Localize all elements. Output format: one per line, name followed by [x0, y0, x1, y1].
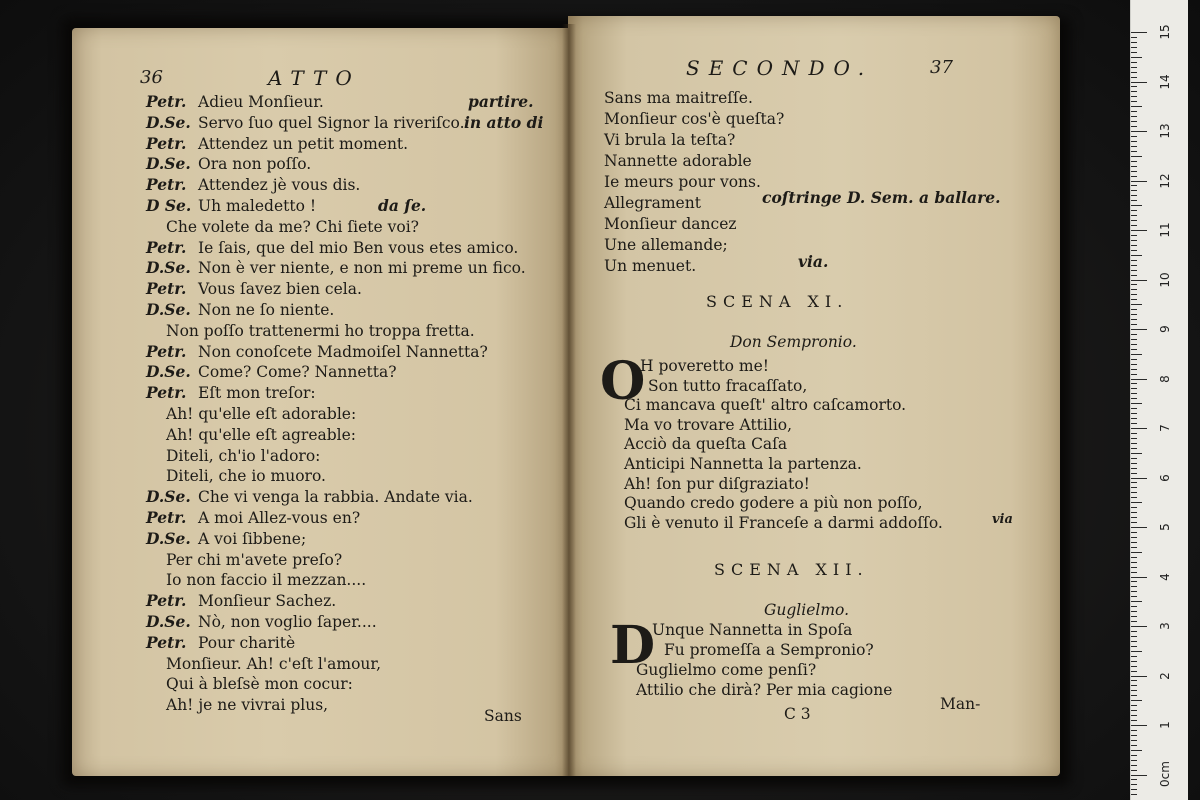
ruler-tick	[1131, 507, 1137, 508]
ruler-tick	[1131, 765, 1137, 766]
ruler-tick	[1131, 190, 1137, 191]
dialogue-line: Non conoſcete Madmoiſel Nannetta?	[198, 343, 488, 361]
speaker-label: D.Se.	[146, 529, 191, 548]
speaker-label: D.Se.	[146, 612, 191, 631]
ruler-tick	[1131, 408, 1137, 409]
dialogue-line: Pour charitè	[198, 634, 296, 652]
speaker-label: Petr.	[146, 92, 187, 111]
measuring-ruler	[1130, 0, 1188, 800]
ruler-tick	[1131, 695, 1137, 696]
ruler-tick	[1131, 527, 1147, 528]
ruler-label: 13	[1158, 123, 1172, 139]
ruler-tick	[1131, 705, 1137, 706]
ruler-tick	[1131, 601, 1142, 602]
speaker-label: Petr.	[146, 279, 187, 298]
ruler-tick	[1131, 156, 1142, 157]
speaker-label: D.Se.	[146, 113, 191, 132]
dialogue-line: Ah! qu'elle eſt adorable:	[166, 405, 357, 423]
ruler-tick	[1131, 473, 1137, 474]
ruler-label: 10	[1158, 272, 1172, 288]
ruler-tick	[1131, 364, 1137, 365]
scene-xii-dropcap: D	[610, 615, 656, 676]
ruler-label: 4	[1158, 573, 1172, 581]
ruler-tick	[1131, 438, 1137, 439]
dialogue-line: Non è ver niente, e non mi preme un fico.	[198, 259, 526, 277]
right-catchword: Man-	[940, 695, 981, 713]
ruler-tick	[1131, 428, 1147, 429]
dialogue-line: Per chi m'avete preſo?	[166, 551, 343, 569]
right-page-number: 37	[930, 57, 953, 78]
signature-mark: C 3	[784, 705, 811, 723]
speaker-label: Petr.	[146, 342, 187, 361]
ruler-tick	[1131, 47, 1137, 48]
ruler-tick	[1131, 304, 1142, 305]
speaker-label: D.Se.	[146, 362, 191, 381]
ruler-tick	[1131, 631, 1137, 632]
ruler-tick	[1131, 309, 1137, 310]
scene-xi-character: Don Sempronio.	[730, 333, 857, 351]
stage-direction-costringe: coſtringe D. Sem. a ballare.	[762, 188, 1001, 207]
ruler-tick	[1131, 517, 1137, 518]
ruler-tick	[1131, 369, 1137, 370]
ruler-tick	[1131, 339, 1137, 340]
speaker-label: Petr.	[146, 591, 187, 610]
ruler-tick	[1131, 32, 1147, 33]
left-page	[72, 28, 570, 776]
ruler-tick	[1131, 205, 1142, 206]
ruler-tick	[1131, 690, 1137, 691]
ruler-tick	[1131, 91, 1137, 92]
verse-line: Quando credo godere a più non poſſo,	[624, 494, 923, 512]
speaker-label: Petr.	[146, 134, 187, 153]
ruler-tick	[1131, 482, 1137, 483]
ruler-tick	[1131, 359, 1137, 360]
dialogue-line: Vi brula la teſta?	[604, 131, 736, 149]
ruler-tick	[1131, 789, 1137, 790]
ruler-label: 15	[1158, 24, 1172, 40]
book-gutter	[562, 24, 576, 776]
dialogue-line: A voi ſibbene;	[198, 530, 307, 548]
ruler-tick	[1131, 468, 1137, 469]
ruler-tick	[1131, 616, 1137, 617]
ruler-tick	[1131, 324, 1137, 325]
ruler-tick	[1131, 581, 1137, 582]
speaker-label: Petr.	[146, 383, 187, 402]
speaker-label: D.Se.	[146, 154, 191, 173]
ruler-tick	[1131, 171, 1137, 172]
ruler-tick	[1131, 42, 1137, 43]
dialogue-line: Diteli, che io muoro.	[166, 467, 326, 485]
ruler-tick	[1131, 329, 1147, 330]
ruler-tick	[1131, 433, 1137, 434]
verse-line: Ci mancava queſt' altro caſcamorto.	[624, 396, 907, 414]
stage-direction: partire.	[468, 92, 534, 111]
dialogue-line: Une allemande;	[604, 236, 728, 254]
ruler-tick	[1131, 220, 1137, 221]
ruler-tick	[1131, 294, 1137, 295]
ruler-label: 0cm	[1158, 761, 1172, 787]
ruler-tick	[1131, 176, 1137, 177]
ruler-tick	[1131, 745, 1137, 746]
ruler-tick	[1131, 784, 1137, 785]
ruler-label: 2	[1158, 672, 1172, 680]
ruler-tick	[1131, 606, 1137, 607]
ruler-label: 3	[1158, 622, 1172, 630]
ruler-tick	[1131, 676, 1147, 677]
ruler-label: 7	[1158, 424, 1172, 432]
stage-direction: in atto di	[464, 113, 544, 132]
ruler-tick	[1131, 57, 1142, 58]
ruler-tick	[1131, 166, 1137, 167]
ruler-tick	[1131, 314, 1137, 315]
ruler-tick	[1131, 299, 1137, 300]
dialogue-line: Eſt mon treſor:	[198, 384, 316, 402]
ruler-tick	[1131, 671, 1137, 672]
ruler-tick	[1131, 136, 1137, 137]
ruler-tick	[1131, 562, 1137, 563]
ruler-tick	[1131, 77, 1137, 78]
ruler-tick	[1131, 572, 1137, 573]
verse-line: Ma vo trovare Attilio,	[624, 416, 793, 434]
dialogue-line: Monſieur. Ah! c'eſt l'amour,	[166, 655, 382, 673]
ruler-tick	[1131, 230, 1147, 231]
ruler-tick	[1131, 542, 1137, 543]
dialogue-line: Nò, non voglio ſaper....	[198, 613, 377, 631]
ruler-tick	[1131, 586, 1137, 587]
ruler-tick	[1131, 270, 1137, 271]
speaker-label: D.Se.	[146, 258, 191, 277]
ruler-tick	[1131, 126, 1137, 127]
ruler-tick	[1131, 611, 1137, 612]
speaker-label: Petr.	[146, 238, 187, 257]
ruler-tick	[1131, 225, 1137, 226]
ruler-tick	[1131, 641, 1137, 642]
ruler-tick	[1131, 755, 1137, 756]
ruler-tick	[1131, 67, 1137, 68]
dialogue-line: Diteli, ch'io l'adoro:	[166, 447, 321, 465]
verse-line: Guglielmo come penſi?	[636, 661, 817, 679]
ruler-tick	[1131, 487, 1137, 488]
verse-line: Unque Nannetta in Spoſa	[652, 621, 853, 639]
ruler-label: 12	[1158, 173, 1172, 189]
ruler-tick	[1131, 349, 1137, 350]
ruler-tick	[1131, 393, 1137, 394]
ruler-tick	[1131, 403, 1142, 404]
ruler-tick	[1131, 265, 1137, 266]
scene-xii-character: Guglielmo.	[764, 601, 850, 619]
ruler-tick	[1131, 646, 1137, 647]
ruler-tick	[1131, 354, 1142, 355]
ruler-tick	[1131, 463, 1137, 464]
speaker-label: Petr.	[146, 175, 187, 194]
ruler-tick	[1131, 388, 1137, 389]
ruler-tick	[1131, 537, 1137, 538]
ruler-tick	[1131, 794, 1137, 795]
ruler-tick	[1131, 685, 1137, 686]
dialogue-line: Allegrament	[604, 194, 701, 212]
dialogue-line: Sans ma maitreſſe.	[604, 89, 753, 107]
ruler-tick	[1131, 111, 1137, 112]
ruler-tick	[1131, 319, 1137, 320]
speaker-label: Petr.	[146, 508, 187, 527]
right-page	[568, 16, 1060, 776]
ruler-tick	[1131, 82, 1147, 83]
ruler-tick	[1131, 37, 1137, 38]
ruler-tick	[1131, 502, 1142, 503]
verse-line: H poveretto me!	[640, 357, 770, 375]
ruler-tick	[1131, 458, 1137, 459]
ruler-tick	[1131, 245, 1137, 246]
speaker-label: D Se.	[146, 196, 192, 215]
dialogue-line: Non poſſo trattenermi ho troppa fretta.	[166, 322, 475, 340]
ruler-tick	[1131, 334, 1137, 335]
dialogue-line: Ie ſais, que del mio Ben vous etes amico.	[198, 239, 519, 257]
verse-line: Son tutto fracaſſato,	[648, 377, 808, 395]
ruler-tick	[1131, 725, 1147, 726]
ruler-tick	[1131, 680, 1137, 681]
ruler-tick	[1131, 151, 1137, 152]
verse-line: Ah! ſon pur diſgraziato!	[624, 475, 810, 493]
ruler-tick	[1131, 72, 1137, 73]
ruler-tick	[1131, 210, 1137, 211]
scene-xi-dropcap: O	[600, 351, 646, 412]
dialogue-line: A moi Allez-vous en?	[198, 509, 361, 527]
ruler-tick	[1131, 636, 1137, 637]
dialogue-line: Qui à bleſsè mon cocur:	[166, 675, 353, 693]
ruler-tick	[1131, 240, 1137, 241]
verse-line: Fu promeſſa a Sempronio?	[664, 641, 874, 659]
ruler-tick	[1131, 715, 1137, 716]
verse-line: Gli è venuto il Franceſe a darmi addoſſo.	[624, 514, 943, 532]
ruler-tick	[1131, 621, 1137, 622]
ruler-tick	[1131, 181, 1147, 182]
dialogue-line: Che vi venga la rabbia. Andate via.	[198, 488, 473, 506]
ruler-tick	[1131, 661, 1137, 662]
dialogue-line: Monſieur Sachez.	[198, 592, 337, 610]
dialogue-line: Ora non poſſo.	[198, 155, 312, 173]
stage-direction: da ſe.	[378, 196, 427, 215]
ruler-tick	[1131, 557, 1137, 558]
ruler-tick	[1131, 215, 1137, 216]
dialogue-line: Monſieur dancez	[604, 215, 737, 233]
ruler-tick	[1131, 730, 1137, 731]
dialogue-line: Vous ſavez bien cela.	[198, 280, 362, 298]
ruler-tick	[1131, 478, 1147, 479]
ruler-tick	[1131, 101, 1137, 102]
dialogue-line: Nannette adorable	[604, 152, 752, 170]
scene-xi-heading: SCENA XI.	[706, 292, 849, 311]
speaker-label: Petr.	[146, 633, 187, 652]
ruler-tick	[1131, 448, 1137, 449]
ruler-tick	[1131, 131, 1147, 132]
ruler-tick	[1131, 344, 1137, 345]
ruler-tick	[1131, 651, 1142, 652]
ruler-tick	[1131, 591, 1137, 592]
ruler-tick	[1131, 116, 1137, 117]
verse-line: Acciò da queſta Caſa	[624, 435, 788, 453]
ruler-tick	[1131, 289, 1137, 290]
ruler-tick	[1131, 52, 1137, 53]
dialogue-line: Monſieur cos'è queſta?	[604, 110, 785, 128]
ruler-tick	[1131, 547, 1137, 548]
ruler-label: 6	[1158, 474, 1172, 482]
ruler-tick	[1131, 453, 1142, 454]
ruler-tick	[1131, 195, 1137, 196]
ruler-tick	[1131, 577, 1147, 578]
verse-line: Attilio che dirà? Per mia cagione	[636, 681, 893, 699]
ruler-tick	[1131, 86, 1137, 87]
right-running-head: SECONDO.	[686, 56, 874, 80]
ruler-tick	[1131, 740, 1137, 741]
ruler-label: 14	[1158, 74, 1172, 90]
ruler-tick	[1131, 398, 1137, 399]
ruler-tick	[1131, 596, 1137, 597]
ruler-tick	[1131, 423, 1137, 424]
scene-xii-heading: SCENA XII.	[714, 560, 869, 579]
ruler-tick	[1131, 443, 1137, 444]
ruler-tick	[1131, 141, 1137, 142]
ruler-tick	[1131, 413, 1137, 414]
ruler-tick	[1131, 62, 1137, 63]
ruler-tick	[1131, 235, 1137, 236]
dialogue-line: Ie meurs pour vons.	[604, 173, 761, 191]
left-catchword: Sans	[484, 707, 522, 725]
verse-line: Anticipi Nannetta la partenza.	[624, 455, 862, 473]
ruler-tick	[1131, 121, 1137, 122]
ruler-tick	[1131, 666, 1137, 667]
ruler-label: 11	[1158, 222, 1172, 238]
ruler-tick	[1131, 383, 1137, 384]
dialogue-line: Ah! je ne vivrai plus,	[166, 696, 329, 714]
speaker-label: D.Se.	[146, 300, 191, 319]
dialogue-line: Uh maledetto !	[198, 197, 317, 215]
ruler-tick	[1131, 146, 1137, 147]
ruler-tick	[1131, 567, 1137, 568]
dialogue-line: Come? Come? Nannetta?	[198, 363, 397, 381]
left-running-head: ATTO	[268, 66, 361, 90]
dialogue-line: Non ne ſo niente.	[198, 301, 335, 319]
ruler-tick	[1131, 418, 1137, 419]
scene-xi-exit: via	[992, 512, 1013, 527]
ruler-tick	[1131, 750, 1142, 751]
ruler-tick	[1131, 260, 1137, 261]
ruler-tick	[1131, 379, 1147, 380]
ruler-tick	[1131, 255, 1142, 256]
ruler-tick	[1131, 532, 1137, 533]
speaker-label: D.Se.	[146, 487, 191, 506]
dialogue-line: Che volete da me? Chi ſiete voi?	[166, 218, 419, 236]
ruler-tick	[1131, 284, 1137, 285]
ruler-tick	[1131, 96, 1137, 97]
ruler-label: 9	[1158, 325, 1172, 333]
stage-direction-via: via.	[798, 252, 829, 271]
ruler-tick	[1131, 185, 1137, 186]
dialogue-line: Attendez jè vous dis.	[198, 176, 361, 194]
ruler-tick	[1131, 275, 1137, 276]
ruler-tick	[1131, 106, 1142, 107]
ruler-tick	[1131, 656, 1137, 657]
dialogue-line: Attendez un petit moment.	[198, 135, 409, 153]
ruler-tick	[1131, 770, 1137, 771]
dialogue-line: Servo ſuo quel Signor la riveriſco.	[198, 114, 465, 132]
dialogue-line: Io non faccio il mezzan....	[166, 571, 367, 589]
ruler-tick	[1131, 710, 1137, 711]
ruler-label: 5	[1158, 523, 1172, 531]
dialogue-line: Adieu Monſieur.	[198, 93, 324, 111]
ruler-tick	[1131, 250, 1137, 251]
ruler-tick	[1131, 161, 1137, 162]
dialogue-line: Ah! qu'elle eſt agreable:	[166, 426, 357, 444]
ruler-tick	[1131, 626, 1147, 627]
ruler-tick	[1131, 735, 1137, 736]
ruler-tick	[1131, 280, 1147, 281]
dialogue-line: Un menuet.	[604, 257, 697, 275]
ruler-tick	[1131, 374, 1137, 375]
ruler-label: 8	[1158, 375, 1172, 383]
ruler-tick	[1131, 700, 1142, 701]
ruler-tick	[1131, 497, 1137, 498]
ruler-tick	[1131, 522, 1137, 523]
ruler-tick	[1131, 760, 1137, 761]
ruler-label: 1	[1158, 721, 1172, 729]
ruler-tick	[1131, 200, 1137, 201]
ruler-tick	[1131, 492, 1137, 493]
left-page-number: 36	[140, 67, 163, 88]
ruler-tick	[1131, 779, 1137, 780]
ruler-tick	[1131, 775, 1147, 776]
ruler-tick	[1131, 512, 1137, 513]
ruler-tick	[1131, 720, 1137, 721]
ruler-tick	[1131, 552, 1142, 553]
